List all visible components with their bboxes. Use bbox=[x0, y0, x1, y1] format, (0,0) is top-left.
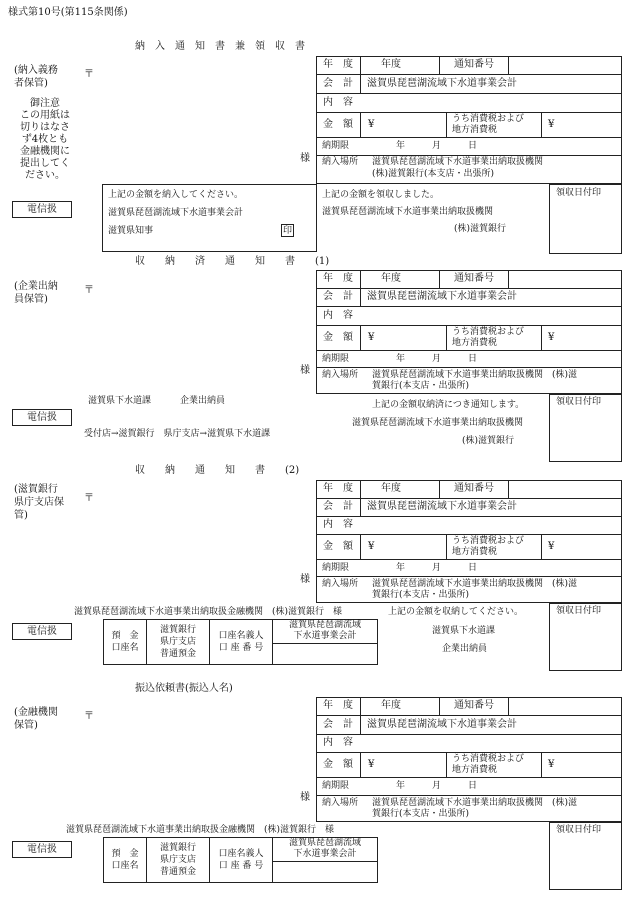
sec2-deadline-value: 年 月 日 bbox=[396, 354, 478, 364]
sec1-year-value: 年度 bbox=[381, 59, 401, 70]
sec1-receipt-msg: 上記の金額を領収しました。 bbox=[322, 190, 440, 200]
form-number: 様式第10号(第115条関係) bbox=[8, 7, 128, 18]
sec1-content-label: 内 容 bbox=[323, 97, 353, 108]
sec4-deposit-label: 預 金 口座名 bbox=[104, 838, 147, 883]
sec4-place-long2: 賀銀行(本支店・出張所) bbox=[372, 809, 470, 819]
sec4-notice-no-label: 通知番号 bbox=[454, 700, 494, 711]
sec3-place-long1: 滋賀県琵琶湖流域下水道事業出納取扱機関 (株)滋 bbox=[372, 579, 578, 589]
sec4-holder-label: 口座名義人 口 座 番 号 bbox=[210, 838, 273, 883]
sec1-account-label: 会 計 bbox=[323, 78, 353, 89]
sec4-content-label: 内 容 bbox=[323, 737, 353, 748]
postal-mark: 〒 bbox=[84, 69, 94, 80]
sec1-amount-label: 金 額 bbox=[323, 119, 353, 130]
sec3-yen: ¥ bbox=[368, 541, 375, 552]
sec1-bank: (株)滋賀銀行 bbox=[454, 224, 507, 234]
sec2-place-label: 納入場所 bbox=[322, 370, 359, 380]
sec2-year-label: 年 度 bbox=[323, 273, 353, 284]
sec3-year-value: 年度 bbox=[381, 483, 401, 494]
sec4-postal-mark: 〒 bbox=[84, 711, 94, 722]
sec3-notice-no-label: 通知番号 bbox=[454, 483, 494, 494]
sec4-addressee: 滋賀県琵琶湖流域下水道事業出納取扱金融機関 (株)滋賀銀行 様 bbox=[66, 825, 335, 835]
sec4-yen: ¥ bbox=[368, 759, 375, 770]
sec1-title: 納 入 通 知 書 兼 領 収 書 bbox=[135, 41, 305, 52]
sec3-addressee: 滋賀県琵琶湖流域下水道事業出納取扱金融機関 (株)滋賀銀行 様 bbox=[74, 607, 343, 617]
sec2-deadline-label: 納期限 bbox=[322, 354, 350, 364]
sec2-place-long2: 賀銀行(本支店・出張所) bbox=[372, 381, 470, 391]
sec4-deposit-value: 滋賀銀行 県庁支店 普通預金 bbox=[147, 838, 210, 883]
sec3-content-label: 内 容 bbox=[323, 519, 353, 530]
sec4-place-long1: 滋賀県琵琶湖流域下水道事業出納取扱機関 (株)滋 bbox=[372, 798, 578, 808]
sec4-account-value: 滋賀県琵琶湖流域下水道事業会計 bbox=[367, 719, 517, 730]
sec1-receipt-stamp-label: 領収日付印 bbox=[556, 188, 602, 198]
sec2-notify-msg: 上記の金額収納済につき通知します。 bbox=[372, 400, 525, 410]
sec1-governor: 滋賀県知事 bbox=[108, 226, 154, 236]
sec4-deadline-value: 年 月 日 bbox=[396, 781, 478, 791]
sec3-place-label: 納入場所 bbox=[322, 579, 359, 589]
sec3-deposit-value: 滋賀銀行 県庁支店 普通預金 bbox=[147, 620, 210, 665]
sec3-recipient: (滋賀銀行 県庁支店保 管) bbox=[14, 484, 64, 521]
sec2-agency: 滋賀県琵琶湖流域下水道事業出納取扱機関 bbox=[352, 418, 524, 428]
sec4-sama: 様 bbox=[300, 792, 310, 803]
sec3-year-label: 年 度 bbox=[323, 483, 353, 494]
sec3-tax-label: うち消費税および 地方消費税 bbox=[452, 536, 525, 557]
sec1-place-value: 滋賀県琵琶湖流域下水道事業出納取扱機関 bbox=[372, 157, 544, 167]
sec1-place-value-b: (株)滋賀銀行(本支店・出張所) bbox=[372, 169, 495, 179]
sec3-deposit-label: 預 金 口座名 bbox=[104, 620, 147, 665]
sec4-year-label: 年 度 bbox=[323, 700, 353, 711]
sec1-tax-label: うち消費税および 地方消費税 bbox=[452, 114, 525, 135]
sec2-account-label: 会 計 bbox=[323, 291, 353, 302]
sec2-bank: (株)滋賀銀行 bbox=[462, 436, 515, 446]
sec3-title: 収 納 通 知 書 (2) bbox=[135, 465, 300, 476]
sec2-year-value: 年度 bbox=[381, 273, 401, 284]
sec3-telegraph-box: 電信扱 bbox=[12, 623, 72, 640]
sec4-account-table bbox=[103, 837, 378, 883]
sec1-sama: 様 bbox=[300, 153, 310, 164]
sec2-tax-label: うち消費税および 地方消費税 bbox=[452, 327, 525, 348]
sec2-receipt-stamp-label: 領収日付印 bbox=[556, 397, 602, 407]
sec3-postal-mark: 〒 bbox=[84, 493, 94, 504]
sec3-place-long2: 賀銀行(本支店・出張所) bbox=[372, 590, 470, 600]
sec3-account-table bbox=[103, 619, 378, 665]
sec2-sama: 様 bbox=[300, 365, 310, 376]
sec2-officer: 企業出納員 bbox=[180, 396, 226, 406]
sec3-received-msg: 上記の金額を収納してください。 bbox=[388, 607, 524, 617]
sec4-tax-yen: ¥ bbox=[548, 759, 555, 770]
sec4-tax-label: うち消費税および 地方消費税 bbox=[452, 754, 525, 775]
sec4-place-label: 納入場所 bbox=[322, 798, 359, 808]
sec2-content-label: 内 容 bbox=[323, 310, 353, 321]
sec3-deadline-value: 年 月 日 bbox=[396, 563, 478, 573]
sec2-dept: 滋賀県下水道課 bbox=[88, 396, 152, 406]
sec4-receipt-stamp-label: 領収日付印 bbox=[556, 825, 602, 835]
sec1-agency: 滋賀県琵琶湖流域下水道事業出納取扱機関 bbox=[322, 207, 494, 217]
sec2-route: 受付店→滋賀銀行 県庁支店→滋賀県下水道課 bbox=[84, 429, 271, 439]
sec2-place-long1: 滋賀県琵琶湖流域下水道事業出納取扱機関 (株)滋 bbox=[372, 370, 578, 380]
sec1-telegraph-box: 電信扱 bbox=[12, 201, 72, 218]
sec1-yen: ¥ bbox=[368, 119, 375, 130]
sec3-holder-label: 口座名義人 口 座 番 号 bbox=[210, 620, 273, 665]
sec3-account-number-cell bbox=[273, 643, 378, 664]
sec3-tax-yen: ¥ bbox=[548, 541, 555, 552]
sec4-amount-label: 金 額 bbox=[323, 759, 353, 770]
sec1-caution: 御注意 この用紙は 切りはなさ ず4枚とも 金融機関に 提出してく ださい。 bbox=[20, 98, 70, 181]
sec2-notice-no-label: 通知番号 bbox=[454, 273, 494, 284]
sec2-account-value: 滋賀県琵琶湖流域下水道事業会計 bbox=[367, 291, 517, 302]
sec4-deadline-label: 納期限 bbox=[322, 781, 350, 791]
sec1-place-label: 納入場所 bbox=[322, 157, 359, 167]
sec1-notice-no-label: 通知番号 bbox=[454, 59, 494, 70]
sec3-officer: 企業出納員 bbox=[442, 644, 488, 654]
sec1-year-label: 年 度 bbox=[323, 59, 353, 70]
sec2-telegraph-box: 電信扱 bbox=[12, 409, 72, 426]
sec3-amount-label: 金 額 bbox=[323, 541, 353, 552]
seal-mark: 印 bbox=[282, 226, 292, 236]
sec3-receipt-stamp-label: 領収日付印 bbox=[556, 606, 602, 616]
sec4-year-value: 年度 bbox=[381, 700, 401, 711]
sec4-telegraph-box: 電信扱 bbox=[12, 841, 72, 858]
sec3-holder-value: 滋賀県琵琶湖流域 下水道事業会計 bbox=[273, 620, 378, 644]
sec4-recipient: (金融機関 保管) bbox=[14, 707, 58, 731]
sec1-tax-yen: ¥ bbox=[548, 119, 555, 130]
sec1-payee: 滋賀県琵琶湖流域下水道事業会計 bbox=[108, 208, 244, 218]
sec2-postal-mark: 〒 bbox=[84, 285, 94, 296]
sec2-recipient: (企業出納 員保管) bbox=[14, 281, 58, 305]
sec1-pay-msg: 上記の金額を納入してください。 bbox=[108, 190, 244, 200]
sec4-account-number-cell bbox=[273, 861, 378, 882]
sec2-yen: ¥ bbox=[368, 332, 375, 343]
sec3-deadline-label: 納期限 bbox=[322, 563, 350, 573]
sec4-account-label: 会 計 bbox=[323, 719, 353, 730]
sec1-recipient: (納入義務 者保管) bbox=[14, 65, 58, 89]
sec3-account-value: 滋賀県琵琶湖流域下水道事業会計 bbox=[367, 501, 517, 512]
sec1-account-value: 滋賀県琵琶湖流域下水道事業会計 bbox=[367, 78, 517, 89]
sec1-deadline-value: 年 月 日 bbox=[396, 141, 478, 151]
sec3-dept: 滋賀県下水道課 bbox=[432, 626, 496, 636]
sec3-account-label: 会 計 bbox=[323, 501, 353, 512]
sec1-deadline-label: 納期限 bbox=[322, 141, 350, 151]
sec3-sama: 様 bbox=[300, 574, 310, 585]
sec2-title: 収 納 済 通 知 書 (1) bbox=[135, 256, 330, 267]
sec2-tax-yen: ¥ bbox=[548, 332, 555, 343]
sec4-title: 振込依頼書(振込人名) bbox=[135, 683, 233, 694]
sec4-holder-value: 滋賀県琵琶湖流域 下水道事業会計 bbox=[273, 838, 378, 862]
sec2-amount-label: 金 額 bbox=[323, 332, 353, 343]
